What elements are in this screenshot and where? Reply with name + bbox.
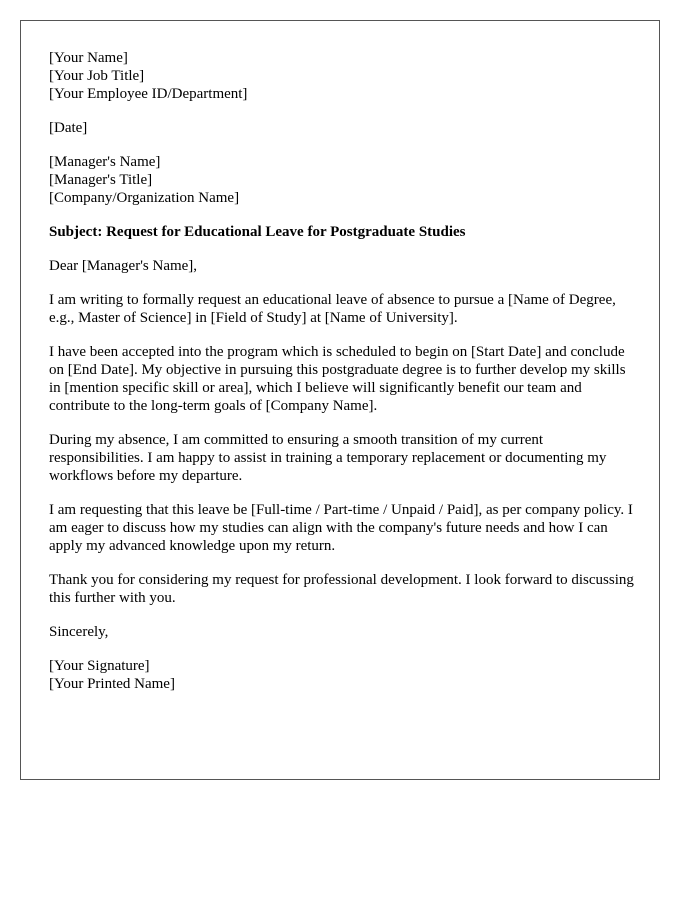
paragraph-1: I am writing to formally request an educational leave of absence to pursue a [Name of Degree, e.g., Master of Science] in [Field of Study] at [Name of University]. xyxy=(49,292,616,326)
sender-job-title: [Your Job Title] xyxy=(49,68,145,84)
sender-name: [Your Name] xyxy=(49,50,128,66)
recipient-title: [Manager's Title] xyxy=(49,172,153,188)
printed-name: [Your Printed Name] xyxy=(49,676,175,692)
closing: Sincerely, xyxy=(49,624,109,640)
letter-date: [Date] xyxy=(49,120,88,136)
recipient-name: [Manager's Name] xyxy=(49,154,161,170)
subject-line: Subject: Request for Educational Leave for Postgraduate Studies xyxy=(49,224,466,240)
paragraph-2: I have been accepted into the program which is scheduled to begin on [Start Date] and conclude on [End Date]. My objective in pursuing this postgraduate degree is to further develop my skills in [mention specific skill or area], which I believe will significantly benefit our team and contribute to the long-term goals of [Company Name]. xyxy=(49,344,626,414)
recipient-block xyxy=(49,153,639,207)
signature-line: [Your Signature] xyxy=(49,658,150,674)
sender-employee-id: [Your Employee ID/Department] xyxy=(49,86,248,102)
sender-block xyxy=(49,49,639,103)
paragraph-3: During my absence, I am committed to ensuring a smooth transition of my current responsibilities. I am happy to assist in training a temporary replacement or documenting my workflows before my departure. xyxy=(49,432,607,484)
recipient-company: [Company/Organization Name] xyxy=(49,190,240,206)
letter-content xyxy=(49,49,639,709)
paragraph-5: Thank you for considering my request for professional development. I look forward to discussing this further with you. xyxy=(49,572,634,606)
signature-block xyxy=(49,657,639,693)
paragraph-4: I am requesting that this leave be [Full-time / Part-time / Unpaid / Paid], as per company policy. I am eager to discuss how my studies can align with the company's future needs and how I can apply my advanced knowledge upon my return. xyxy=(49,502,633,554)
salutation: Dear [Manager's Name], xyxy=(49,258,198,274)
date-block xyxy=(49,119,639,137)
letter-frame xyxy=(20,20,660,780)
